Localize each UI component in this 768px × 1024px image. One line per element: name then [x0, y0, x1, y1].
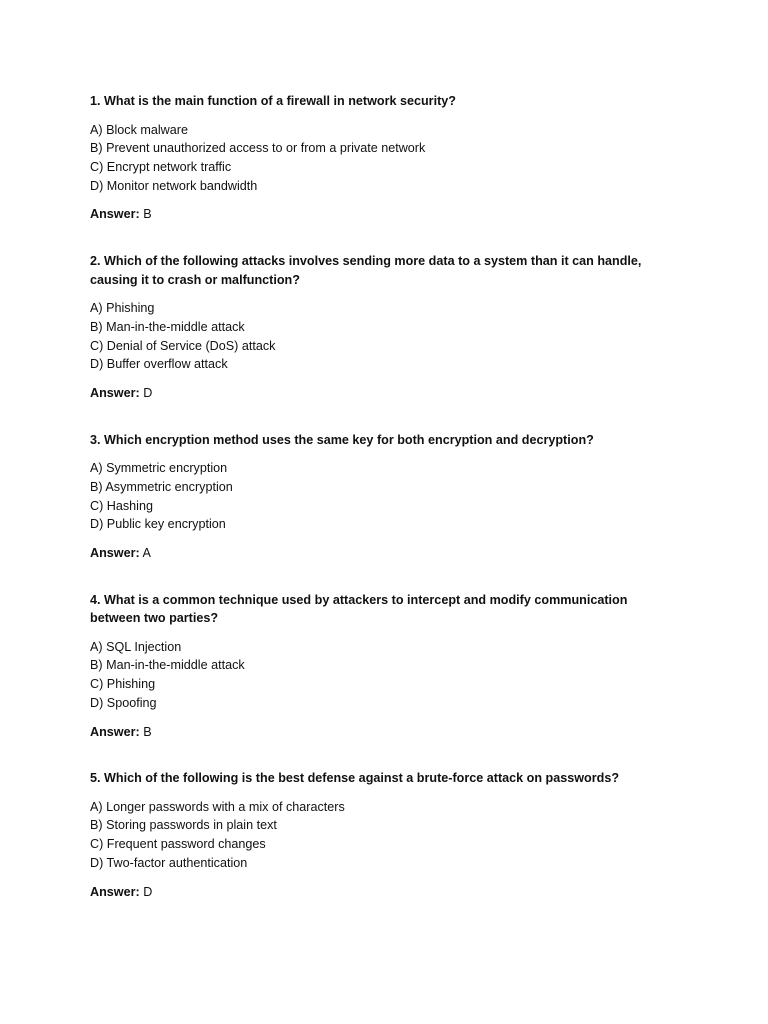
option-c: C) Phishing — [90, 677, 156, 692]
option-a: A) SQL Injection — [90, 639, 182, 654]
answer-value: B — [143, 207, 152, 222]
option-a: A) Phishing — [90, 301, 155, 316]
question-text: 1. What is the main function of a firewall in network security? — [90, 94, 456, 108]
option-list — [90, 638, 672, 713]
answer-line — [90, 883, 672, 902]
option-d: D) Monitor network bandwidth — [90, 178, 258, 193]
question-2 — [90, 252, 672, 403]
question-text: 2. Which of the following attacks involves sending more data to a system than it can handle, causing it to crash or malfunction? — [90, 254, 642, 287]
answer-line — [90, 544, 672, 563]
option-c: C) Hashing — [90, 498, 153, 513]
option-list — [90, 299, 672, 374]
answer-value: D — [143, 884, 153, 899]
question-text: 4. What is a common technique used by attackers to intercept and modify communication between two parties? — [90, 592, 628, 626]
answer-label: Answer: — [90, 884, 140, 899]
answer-line — [90, 205, 672, 224]
answer-value: D — [143, 386, 153, 400]
option-c: C) Frequent password changes — [90, 837, 266, 852]
option-d: D) Two-factor authentication — [90, 855, 248, 870]
question-3 — [90, 431, 672, 563]
answer-value: A — [142, 546, 151, 560]
question-4 — [90, 591, 672, 742]
option-c: C) Encrypt network traffic — [90, 160, 232, 174]
option-b: B) Asymmetric encryption — [90, 479, 233, 494]
option-list — [90, 798, 672, 873]
answer-label: Answer: — [90, 724, 140, 739]
answer-label: Answer: — [90, 207, 140, 222]
question-text: 5. Which of the following is the best defense against a brute-force attack on passwords? — [90, 771, 620, 786]
answer-label: Answer: — [90, 386, 140, 400]
option-b: B) Man-in-the-middle attack — [90, 319, 245, 334]
option-a: A) Symmetric encryption — [90, 461, 228, 476]
answer-value: B — [143, 724, 152, 739]
option-c: C) Denial of Service (DoS) attack — [90, 338, 276, 353]
question-5 — [90, 769, 672, 901]
option-d: D) Spoofing — [90, 695, 157, 710]
option-b: B) Prevent unauthorized access to or from a private network — [90, 141, 426, 156]
option-d: D) Public key encryption — [90, 517, 226, 532]
option-b: B) Storing passwords in plain text — [90, 818, 277, 833]
question-1 — [90, 92, 672, 224]
option-a: A) Block malware — [90, 122, 188, 137]
answer-line — [90, 723, 672, 742]
answer-line — [90, 384, 672, 403]
question-text: 3. Which encryption method uses the same key for both encryption and decryption? — [90, 432, 594, 447]
option-list — [90, 121, 672, 196]
option-b: B) Man-in-the-middle attack — [90, 658, 245, 673]
option-a: A) Longer passwords with a mix of characters — [90, 799, 345, 814]
option-list — [90, 459, 672, 534]
option-d: D) Buffer overflow attack — [90, 357, 228, 372]
answer-label: Answer: — [90, 546, 140, 560]
